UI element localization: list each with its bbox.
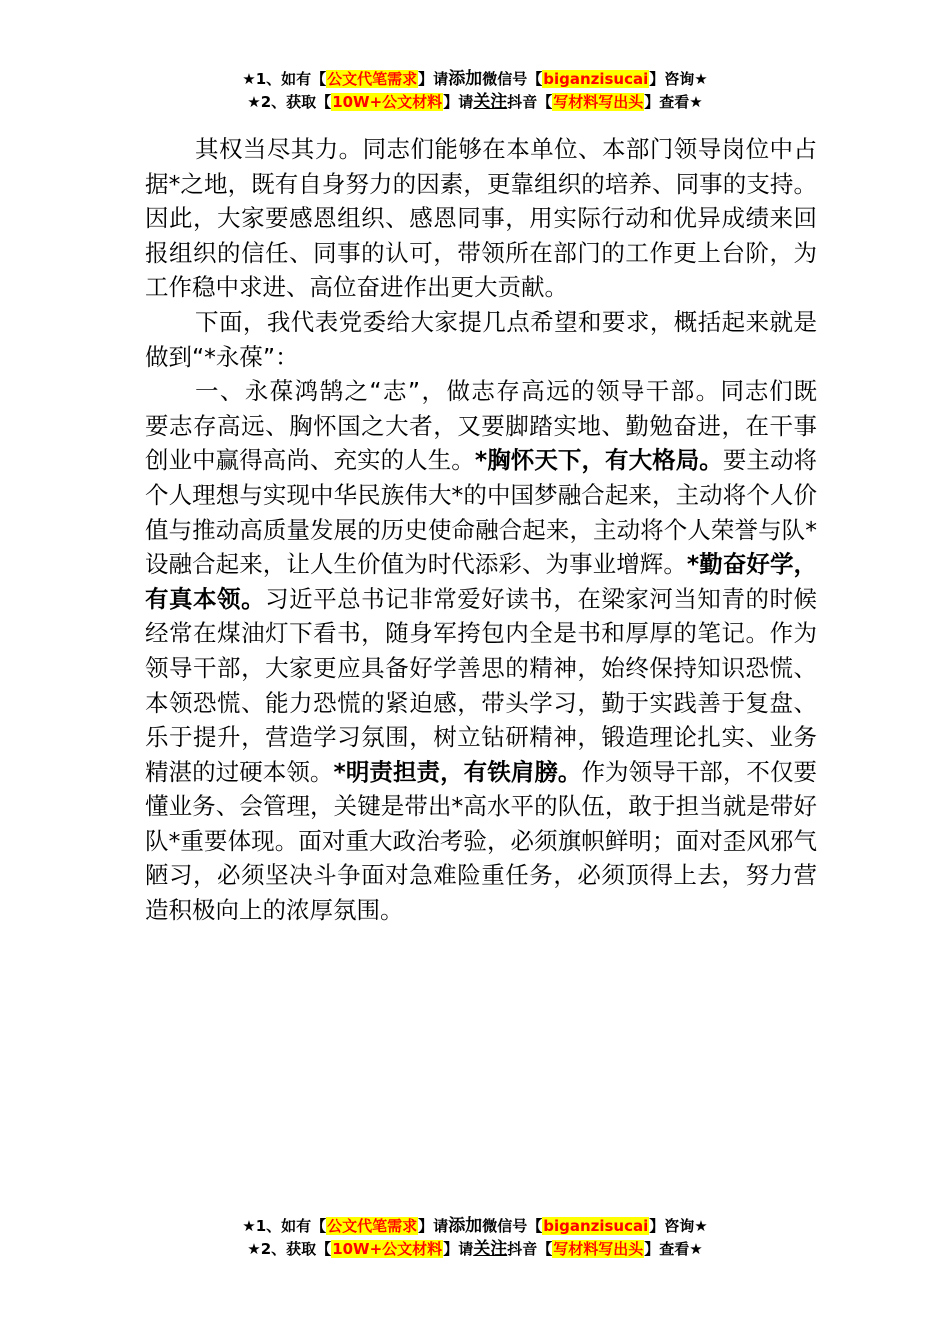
header-banner	[0, 68, 950, 114]
highlight-materials: 10W+公文材料	[332, 1240, 443, 1258]
highlight-douyin-account: 写材料写出头	[553, 1240, 644, 1258]
highlight-materials: 10W+公文材料	[332, 93, 443, 111]
paragraph-1: 其权当尽其力。同志们能够在本单位、本部门领导岗位中占据*之地，既有自身努力的因素，更靠组织的培养、同事的支持。因此，大家要感恩组织、感恩同事，用实际行动和优异成绩来回报组织的信任、同事的认可，带领所在部门的工作更上台阶，为工作稳中求进、高位奋进作出更大贡献。	[145, 135, 817, 302]
banner-text: 抖音【	[507, 1240, 553, 1258]
banner-text: 】咨询★	[649, 70, 708, 88]
bold-subheading-1: *胸怀天下，有大格局。	[474, 446, 723, 475]
banner-text: 】请	[418, 70, 449, 88]
highlight-douyin-account: 写材料写出头	[553, 93, 644, 111]
banner-text: 微信号【	[482, 1217, 543, 1235]
banner-text: 】查看★	[644, 1240, 703, 1258]
paragraph-text: 要主动将个人理想与实现中华民族伟大*的中国梦融合起来，主动将个人价值与推动高质量发展的历史使命融合起来，主动将个人荣誉与队*设融合起来，让人生价值为时代添彩、为事业增辉。	[145, 446, 818, 579]
emphasis-follow: 关注	[473, 1239, 508, 1259]
banner-text: 】查看★	[644, 93, 703, 111]
paragraph-text: 习近平总书记非常爱好读书，在梁家河当知青的时候经常在煤油灯下看书，随身军挎包内全是书和厚厚的笔记。作为领导干部，大家更应具备好学善思的精神，始终保持知识恐慌、本领恐慌、能力恐慌的紧迫感，带头学习，勤于实践善于复盘、乐于提升，营造学习氛围，树立钻研精神，锻造理论扎实、业务精湛的过硬本领。	[145, 584, 818, 786]
banner-line-1	[0, 68, 950, 91]
banner-text: 】请	[443, 93, 474, 111]
paragraph-2: 下面，我代表党委给大家提几点希望和要求，概括起来就是做到“*永葆”：	[145, 307, 817, 371]
banner-line-1	[0, 1215, 950, 1238]
banner-line-2	[0, 1238, 950, 1261]
paragraph-text: 同志们既要志存高远、胸怀国之大者，又要脚踏实地、勤勉奋进，在干事创业中赢得高尚、充实的人生。	[145, 377, 817, 475]
paragraph-3	[145, 374, 817, 928]
banner-text: 】请	[443, 1240, 474, 1258]
emphasis-add: 添加	[448, 69, 483, 89]
document-body	[145, 132, 817, 928]
emphasis-follow: 关注	[473, 92, 508, 112]
banner-text: 】请	[418, 1217, 449, 1235]
banner-line-2	[0, 91, 950, 114]
banner-text: 微信号【	[482, 70, 543, 88]
bold-subheading-2: *勤奋好学，有真本领。	[145, 550, 817, 613]
bold-subheading-3: *明责担责，有铁肩膀。	[333, 757, 582, 786]
banner-text: ★2、获取【	[247, 1240, 332, 1258]
section-heading: 一、永葆鸿鹄之“志”，做志存高远的领导干部。	[195, 377, 721, 406]
highlight-wechat-id: biganzisucai	[543, 70, 649, 88]
banner-text: ★1、如有【	[242, 70, 327, 88]
banner-text: 】咨询★	[649, 1217, 708, 1235]
paragraph-text: 作为领导干部，不仅要懂业务、会管理，关键是带出*高水平的队伍，敢于担当就是带好队*重要体现。面对重大政治考验，必须旗帜鲜明；面对歪风邪气陋习，必须坚决斗争面对急难险重任务，必须顶得上去，努力营造积极向上的浓厚氛围。	[145, 757, 818, 925]
highlight-wechat-id: biganzisucai	[543, 1217, 649, 1235]
banner-text: ★1、如有【	[242, 1217, 327, 1235]
highlight-service: 公文代笔需求	[327, 70, 418, 88]
highlight-service: 公文代笔需求	[327, 1217, 418, 1235]
banner-text: 抖音【	[507, 93, 553, 111]
banner-text: ★2、获取【	[247, 93, 332, 111]
footer-banner	[0, 1215, 950, 1261]
emphasis-add: 添加	[448, 1216, 483, 1236]
